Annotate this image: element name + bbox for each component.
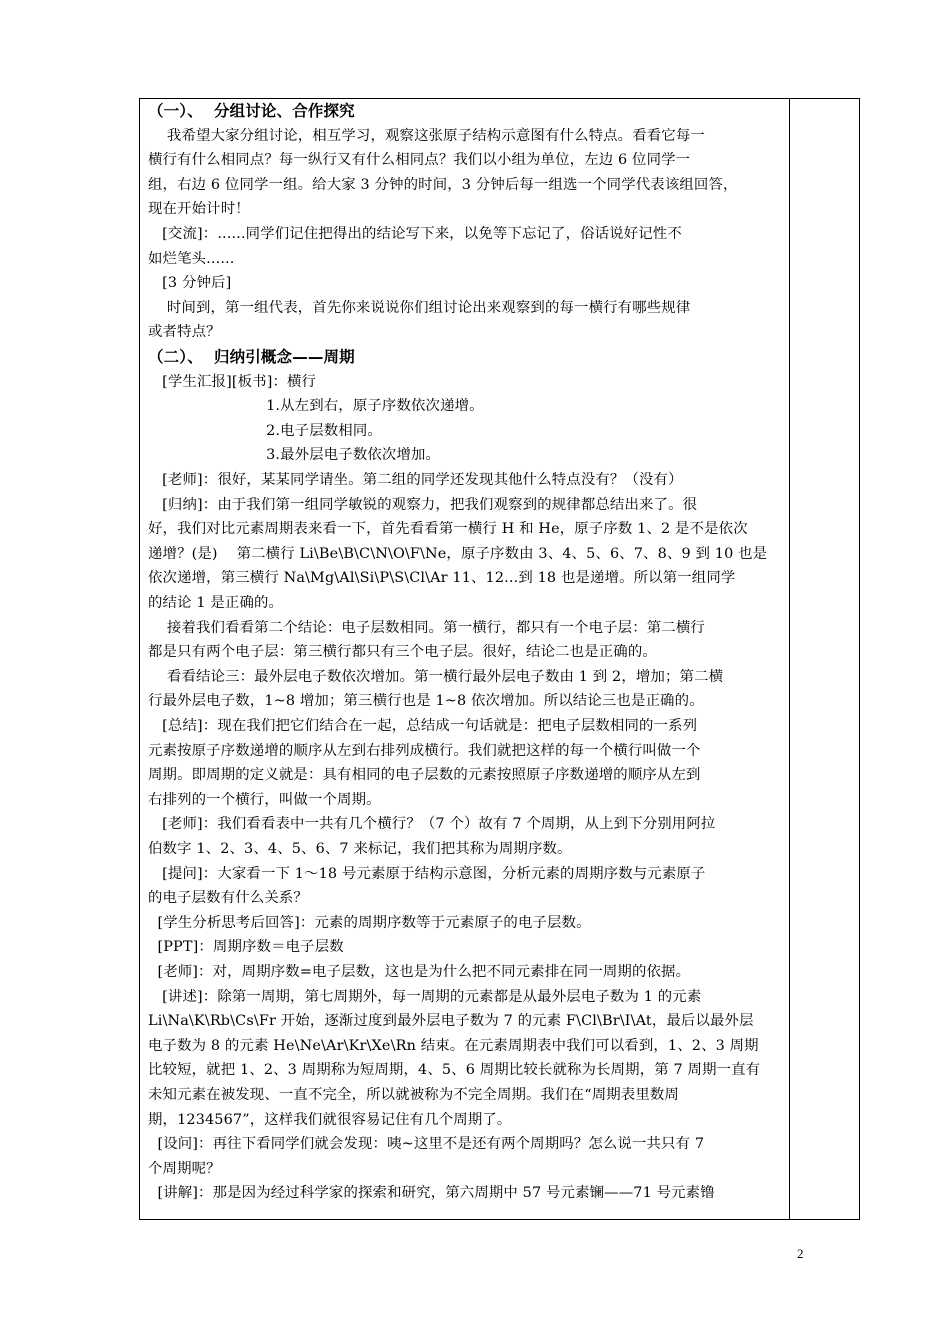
text-line: 时间到，第一组代表，首先你来说说你们组讨论出来观察到的每一横行有哪些规律 xyxy=(148,299,691,316)
text-line: 递增？(是) 第二横行 Li\Be\B\C\N\O\F\Ne，原子序数由 3、4、5、6、7、8、9 到 10 也是 xyxy=(148,545,768,562)
text-line: 都是只有两个电子层：第三横行都只有三个电子层。很好，结论二也是正确的。 xyxy=(148,644,657,661)
text-line: 组，右边 6 位同学一组。给大家 3 分钟的时间，3 分钟后每一组选一个同学代表该组回答， xyxy=(148,176,738,193)
text-line: 如烂笔头...... xyxy=(148,250,235,267)
text-line: 接着我们看看第二个结论：电子层数相同。第一横行，都只有一个电子层：第二横行 xyxy=(148,619,705,636)
text-line: 看看结论三：最外层电子数依次增加。第一横行最外层电子数由 1 到 2，增加；第二横 xyxy=(148,668,724,685)
text-line: 元素按原子序数递增的顺序从左到右排列成横行。我们就把这样的每一个横行叫做一个 xyxy=(148,742,701,759)
page-number: 2 xyxy=(797,1246,804,1261)
text-line: [归纳]：由于我们第一组同学敏锐的观察力，把我们观察到的规律都总结出来了。很 xyxy=(148,496,698,513)
text-line: 未知元素在被发现、一直不完全，所以就被称为不完全周期。我们在“周期表里数周 xyxy=(148,1087,679,1103)
text-line: 我希望大家分组讨论，相互学习，观察这张原子结构示意图有什么特点。看看它每一 xyxy=(148,127,705,144)
text-line: 个周期呢？ xyxy=(148,1160,221,1177)
text-line: 期，1234567”，这样我们就很容易记住有几个周期了。 xyxy=(148,1111,512,1128)
text-line: 周期。即周期的定义就是：具有相同的电子层数的元素按照原子序数递增的顺序从左到 xyxy=(148,767,701,784)
text-line: [3 分钟后] xyxy=(148,275,232,292)
side-notes-cell xyxy=(790,99,859,1219)
text-line: 3.最外层电子数依次增加。 xyxy=(148,447,441,464)
section-heading: （一）、 分组讨论、合作探究 xyxy=(148,102,355,120)
text-line: 1.从左到右，原子序数依次递增。 xyxy=(148,398,484,415)
text-line: [PPT]：周期序数＝电子层数 xyxy=(148,939,344,956)
text-line: 比较短，就把 1、2、3 周期称为短周期，4、5、6 周期比较长就称为长周期，第 7 周期一直有 xyxy=(148,1062,761,1079)
text-line: 好，我们对比元素周期表来看一下，首先看看第一横行 H 和 He，原子序数 1、2 是不是依次 xyxy=(148,521,748,538)
main-content-cell xyxy=(148,99,784,1219)
text-line: Li\Na\K\Rb\Cs\Fr 开始，逐渐过度到最外层电子数为 7 的元素 F\Cl\Br\I\At，最后以最外层 xyxy=(148,1013,754,1030)
text-line: 电子数为 8 的元素 He\Ne\Ar\Kr\Xe\Rn 结束。在元素周期表中我们可以看到，1、2、3 周期 xyxy=(148,1037,759,1054)
text-line: 的结论 1 是正确的。 xyxy=(148,595,284,611)
text-line: 或者特点？ xyxy=(148,324,221,341)
text-line: [设问]：再往下看同学们就会发现：咦~这里不是还有两个周期吗？怎么说一共只有 7 xyxy=(148,1136,705,1153)
content-table xyxy=(139,98,860,1220)
text-line: [老师]：我们看看表中一共有几个横行？（7 个）故有 7 个周期，从上到下分别用阿拉 xyxy=(148,816,716,833)
text-line: 2.电子层数相同。 xyxy=(148,422,382,439)
text-line: 右排列的一个横行，叫做一个周期。 xyxy=(148,791,381,808)
text-line: 行最外层电子数，1~8 增加；第三横行也是 1~8 依次增加。所以结论三也是正确的。 xyxy=(148,693,704,710)
text-line: [学生分析思考后回答]：元素的周期序数等于元素原子的电子层数。 xyxy=(148,914,591,931)
text-line: [老师]：对，周期序数=电子层数，这也是为什么把不同元素排在同一周期的依据。 xyxy=(148,964,691,980)
text-line: [总结]：现在我们把它们结合在一起，总结成一句话就是：把电子层数相同的一系列 xyxy=(148,718,698,734)
text-line: 现在开始计时！ xyxy=(148,201,250,218)
text-line: [提问]：大家看一下 1～18 号元素原于结构示意图，分析元素的周期序数与元素原子 xyxy=(148,865,706,882)
text-line: [讲解]：那是因为经过科学家的探索和研究，第六周期中 57 号元素镧——71 号元素镥 xyxy=(148,1185,715,1202)
text-line: 依次递增，第三横行 Na\Mg\Al\Si\P\S\Cl\Ar 11、12...到 18 也是递增。所以第一组同学 xyxy=(148,570,736,587)
text-line: 横行有什么相同点？每一纵行又有什么相同点？我们以小组为单位，左边 6 位同学一 xyxy=(148,152,691,169)
text-line: [学生汇报][板书]：横行 xyxy=(148,373,317,390)
text-line: [老师]：很好，某某同学请坐。第二组的同学还发现其他什么特点没有？（没有） xyxy=(148,472,683,488)
text-line: [交流]：......同学们记住把得出的结论写下来，以免等下忘记了，俗话说好记性不 xyxy=(148,226,682,242)
text-line: 伯数字 1、2、3、4、5、6、7 来标记，我们把其称为周期序数。 xyxy=(148,841,572,857)
text-line: [讲述]：除第一周期，第七周期外，每一周期的元素都是从最外层电子数为 1 的元素 xyxy=(148,988,702,1005)
text-line: 的电子层数有什么关系？ xyxy=(148,890,308,907)
section-heading: （二）、 归纳引概念——周期 xyxy=(148,348,355,366)
